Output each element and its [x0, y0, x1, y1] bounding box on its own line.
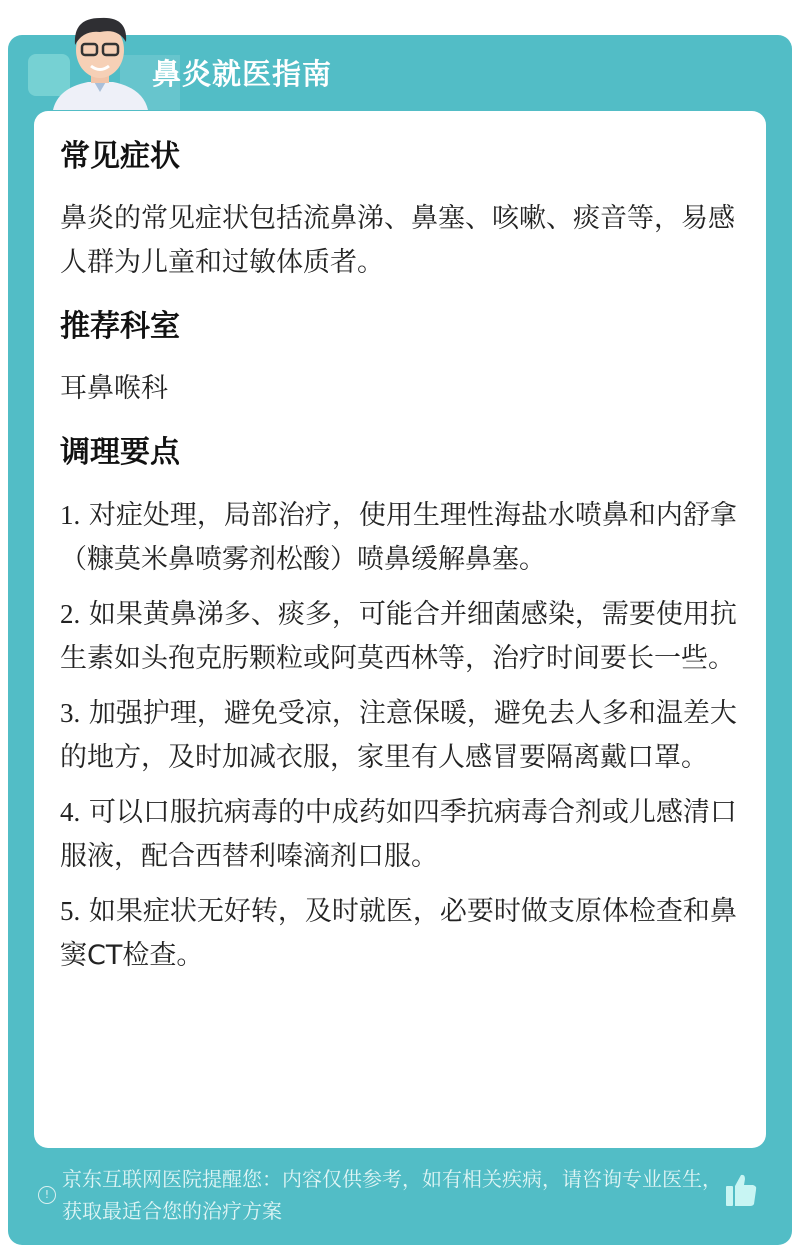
- care-item-text: 如果症状无好转，及时就医，必要时做支原体检查和鼻窦CT检查。: [60, 896, 737, 971]
- disclaimer-text: 京东互联网医院提醒您：内容仅供参考，如有相关疾病，请咨询专业医生，获取最适合您的治疗方案: [62, 1167, 722, 1223]
- care-item: [60, 889, 740, 978]
- care-item-number: 3.: [60, 698, 81, 728]
- symptoms-text: 鼻炎的常见症状包括流鼻涕、鼻塞、咳嗽、痰音等，易感人群为儿童和过敏体质者。: [60, 203, 735, 278]
- department-heading: 推荐科室: [60, 309, 180, 344]
- care-item-text: 加强护理，避免受凉，注意保暖，避免去人多和温差大的地方，及时加减衣服，家里有人感冒要隔离戴口罩。: [60, 698, 737, 773]
- care-item: [60, 493, 740, 582]
- care-heading: 调理要点: [60, 435, 180, 470]
- care-item: [60, 790, 740, 879]
- care-item-number: 5.: [60, 896, 81, 926]
- info-icon: !: [38, 1186, 56, 1204]
- care-item-text: 对症处理，局部治疗，使用生理性海盐水喷鼻和内舒拿（糠莫米鼻喷雾剂松酸）喷鼻缓解鼻塞。: [60, 500, 737, 575]
- care-item-text: 可以口服抗病毒的中成药如四季抗病毒合剂或儿感清口服液，配合西替利嗪滴剂口服。: [60, 797, 737, 872]
- care-item-number: 2.: [60, 599, 81, 629]
- care-item-number: 4.: [60, 797, 81, 827]
- doctor-avatar: [48, 10, 153, 110]
- content-card: [34, 111, 766, 1148]
- symptoms-heading: 常见症状: [60, 139, 180, 174]
- care-item: [60, 592, 740, 681]
- care-item: [60, 691, 740, 780]
- care-item-number: 1.: [60, 500, 81, 530]
- page-title: 鼻炎就医指南: [152, 57, 333, 91]
- department-text: 耳鼻喉科: [60, 373, 168, 404]
- thumbs-up-icon[interactable]: [724, 1172, 758, 1208]
- care-item-text: 如果黄鼻涕多、痰多，可能合并细菌感染，需要使用抗生素如头孢克肟颗粒或阿莫西林等，治疗时间要长一些。: [60, 599, 737, 674]
